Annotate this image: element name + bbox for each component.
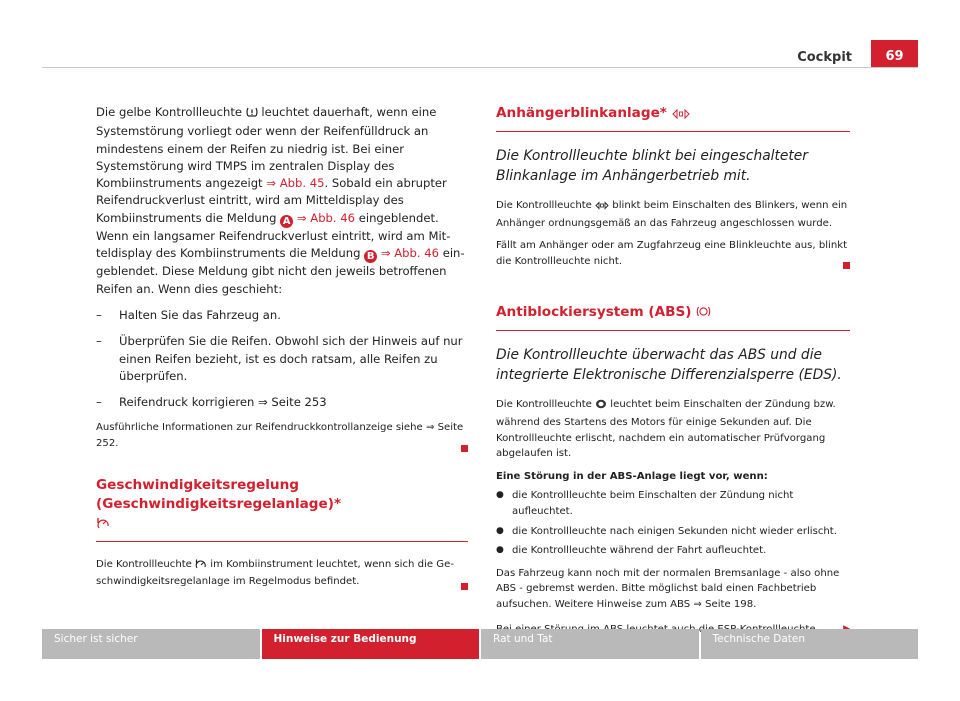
- page-number: 69: [871, 40, 918, 68]
- trailer-indicator-icon: [672, 106, 690, 125]
- tpms-note: Ausführliche Informationen zur Reifendruckkontrollanzeige siehe ⇒ Seite 252.: [96, 422, 464, 450]
- tab-rat-und-tat[interactable]: Rat und Tat: [481, 629, 699, 659]
- abs-fault-list: [496, 488, 850, 558]
- tire-pressure-icon: [246, 106, 258, 123]
- abs-paragraph-1: Die Kontrollleuchte leuchtet beim Einschalten der Zündung bzw. während des Startens des Motors für einige Sekunden auf. Die Kontrollleuchte erlischt, nachdem ein automatischer Prüfvorgang abgelaufen ist.: [496, 399, 836, 460]
- abs-subtitle: Die Kontrollleuchte überwacht das ABS und die integrierte Elektronische Differenzialsperre (EDS).: [496, 347, 842, 384]
- trailer-subtitle: Die Kontrollleuchte blinkt bei eingeschalteter Blinkanlage im Anhängerbetrieb mit.: [496, 148, 808, 184]
- tab-technische-daten[interactable]: Technische Daten: [701, 629, 919, 659]
- abs-paragraph-2: Das Fahrzeug kann noch mit der normalen Bremsanlage - also ohne ABS - gebremst werden. Bitte möglichst bald einen Fachbetrieb aufsuchen. Weitere Hinweise zum ABS ⇒ Seite 198.: [496, 567, 840, 610]
- abs-section-title: Antiblockiersystem (ABS): [496, 303, 850, 331]
- chapter-nav: [42, 629, 918, 659]
- section-end-marker: [461, 583, 468, 590]
- left-column: [96, 104, 468, 590]
- cruise-control-icon: [96, 516, 110, 535]
- trailer-indicator-icon: [595, 200, 609, 216]
- list-item: ● die Kontrollleuchte während der Fahrt aufleuchtet.: [496, 545, 767, 557]
- abs-icon: [696, 305, 711, 324]
- fig-46-link[interactable]: ⇒ Abb. 46: [296, 210, 356, 225]
- tpms-intro-paragraph: Die gelbe Kontrollleuchte leuchtet dauerhaft, wenn eine Systemstörung vorliegt oder wenn der Reifenfülldruck an mindestens einem der Reifen zu niedrig ist. Bei einer Systemstörung wird TMPS im zentralen Display des Kombiinstruments angezeigt ⇒ Abb. 45. Sobald ein abrupter Reifendruckverlust eintritt, wird am Mitteldisplay des Kombiinstruments die Meldung A ⇒ Abb. 46 eingeblendet. Wenn ein langsamer Reifendruckverlust eintritt, wird am Mitteldisplay des Kombiinstruments die Meldung B ⇒ Abb. 46 eingeblendet. Diese Meldung gibt nicht den jeweils betroffenen Reifen an. Wenn dies geschieht:: [96, 105, 465, 296]
- callout-b: B: [364, 250, 377, 263]
- fig-45-link[interactable]: ⇒ Abb. 45: [266, 176, 325, 191]
- cruise-section-title: Geschwindigkeitsregelung (Geschwindigkeitsregelanlage)*: [96, 476, 468, 542]
- header-rule: [42, 67, 918, 68]
- trailer-paragraph-2: Fällt am Anhänger oder am Zugfahrzeug eine Blinkleuchte aus, blinkt die Kontrollleuchte nicht.: [496, 240, 848, 267]
- right-column: [496, 104, 850, 637]
- cruise-paragraph: Die Kontrollleuchte im Kombiinstrument leuchtet, wenn sich die Geschwindigkeitsregelanlage im Regelmodus befindet.: [96, 558, 454, 588]
- fig-46-link[interactable]: ⇒ Abb. 46: [380, 246, 440, 261]
- callout-a: A: [280, 215, 293, 228]
- list-item: ● die Kontrollleuchte nach einigen Sekunden nicht wieder erlischt.: [496, 525, 837, 537]
- cruise-control-icon: [195, 559, 207, 575]
- list-item: ● die Kontrollleuchte beim Einschalten der Zündung nicht aufleuchtet.: [496, 490, 794, 517]
- abs-fault-heading: Eine Störung in der ABS-Anlage liegt vor, wenn:: [496, 470, 768, 482]
- abs-icon: [595, 399, 607, 415]
- steps-list: [96, 307, 468, 411]
- trailer-section-title: Anhängerblinkanlage*: [496, 104, 850, 132]
- list-item: – Halten Sie das Fahrzeug an.: [96, 307, 281, 322]
- tab-hinweise-zur-bedienung[interactable]: Hinweise zur Bedienung: [262, 629, 480, 659]
- section-end-marker: [843, 262, 850, 269]
- tab-sicher-ist-sicher[interactable]: Sicher ist sicher: [42, 629, 260, 659]
- list-item: – Überprüfen Sie die Reifen. Obwohl sich der Hinweis auf nur einen Reifen bezieht, ist es doch ratsam, alle Reifen zu überprüfen.: [96, 334, 463, 383]
- section-end-marker: [461, 445, 468, 452]
- trailer-paragraph-1: Die Kontrollleuchte blinkt beim Einschalten des Blinkers, wenn ein Anhänger ordnungsgemäß an das Fahrzeug angeschlossen wurde.: [496, 200, 848, 229]
- chapter-title: Cockpit: [797, 50, 852, 65]
- list-item: – Reifendruck korrigieren ⇒ Seite 253: [96, 395, 327, 410]
